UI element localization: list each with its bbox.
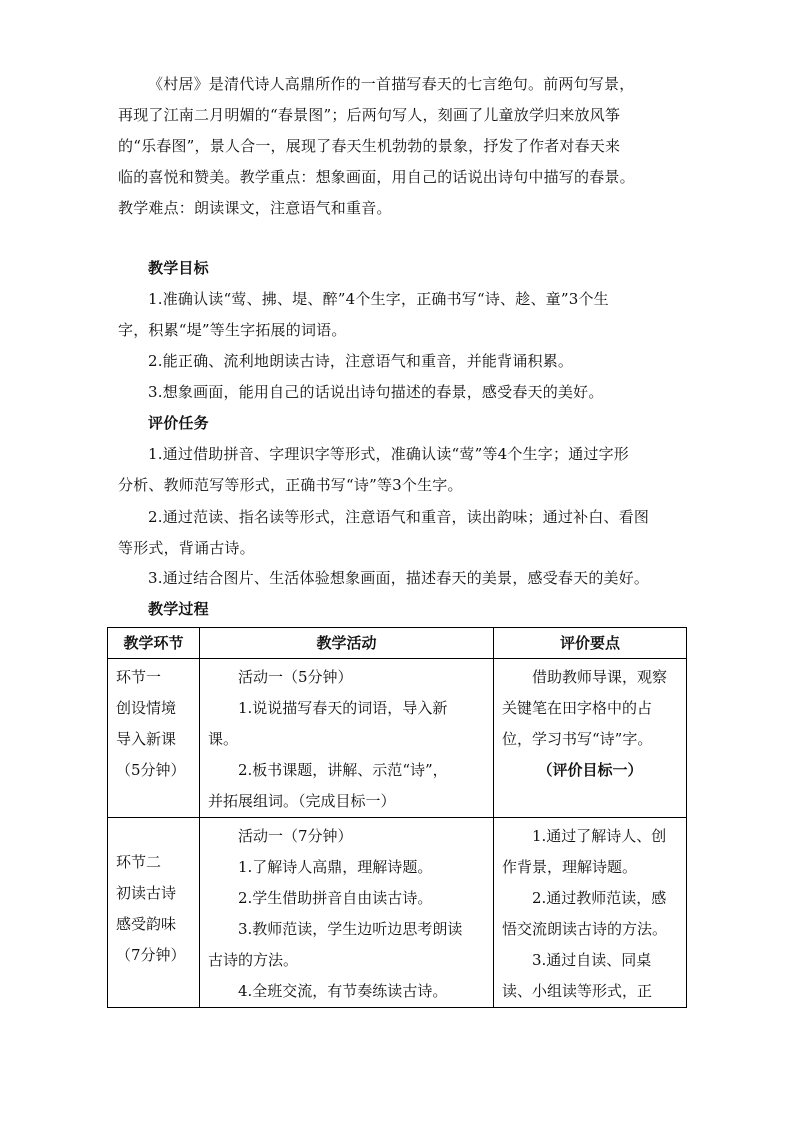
- activity-text: 3.教师范读，学生边听边思考朗读: [238, 920, 463, 938]
- eval-text: 读、小组读等形式，正: [502, 982, 653, 1000]
- activity-cell: [200, 818, 494, 1008]
- task-line: 2.通过范读、指名读等形式，注意语气和重音，读出韵味；通过补白、看图: [148, 508, 650, 526]
- table-row: [108, 818, 687, 1008]
- eval-text: 3.通过自读、同桌: [532, 951, 652, 969]
- task-line: 分析、教师范写等形式，正确书写“诗”等3个生字。: [118, 476, 463, 494]
- eval-text: 1.通过了解诗人、创: [532, 827, 667, 845]
- eval-text: 借助教师导课，观察: [532, 668, 668, 686]
- activity-cell: [200, 659, 494, 818]
- intro-line: 教学难点：朗读课文，注意语气和重音。: [118, 199, 392, 217]
- goal-line: 3.想象画面，能用自己的话说出诗句描述的春景，感受春天的美好。: [148, 383, 604, 401]
- header-activity: 教学活动: [200, 628, 494, 659]
- goal-line: 2.能正确、流利地朗读古诗，注意语气和重音，并能背诵积累。: [148, 352, 574, 370]
- header-stage: 教学环节: [108, 628, 200, 659]
- stage-cell: [108, 818, 200, 1008]
- eval-text: （评价目标一）: [537, 761, 643, 779]
- intro-line: 临的喜悦和赞美。教学重点：想象画面，用自己的话说出诗句中描写的春景。: [118, 168, 635, 186]
- stage-text: 环节二: [116, 852, 162, 871]
- intro-line: 《村居》是清代诗人高鼎所作的一首描写春天的七言绝句。前两句写景，: [148, 75, 635, 93]
- eval-text: 2.通过教师范读，感: [532, 889, 667, 907]
- task-line: 3.通过结合图片、生活体验想象画面，描述春天的美景，感受春天的美好。: [148, 569, 650, 587]
- eval-cell: [494, 818, 687, 1008]
- stage-cell: [108, 659, 200, 818]
- activity-text: 4.全班交流，有节奏练读古诗。: [238, 982, 448, 1000]
- eval-cell: [494, 659, 687, 818]
- goals-heading: 教学目标: [148, 259, 209, 277]
- header-eval: 评价要点: [494, 628, 687, 659]
- eval-text: 位，学习书写“诗”字。: [502, 730, 653, 748]
- stage-text: 环节一: [116, 668, 162, 686]
- stage-text: 导入新课: [116, 730, 177, 748]
- intro-line: 再现了江南二月明媚的“春景图”；后两句写人，刻画了儿童放学归来放风筝: [118, 106, 621, 124]
- task-line: 1.通过借助拼音、字理识字等形式，准确认读“莺”等4个生字；通过字形: [148, 445, 629, 463]
- activity-text: 活动一（7分钟）: [238, 827, 353, 845]
- activity-text: 1.说说描写春天的词语，导入新: [238, 699, 448, 717]
- stage-text: 初读古诗: [116, 883, 177, 902]
- stage-text: 感受韵味: [116, 914, 177, 933]
- stage-text: 创设情境: [116, 699, 177, 717]
- eval-text: 悟交流朗读古诗的方法。: [502, 920, 668, 938]
- intro-line: 的“乐春图”，景人合一，展现了春天生机勃勃的景象，抒发了作者对春天来: [118, 137, 621, 155]
- process-heading: 教学过程: [148, 600, 209, 618]
- activity-text: 2.板书课题，讲解、示范“诗”，: [238, 761, 448, 779]
- table-header-row: [108, 628, 687, 659]
- activity-text: 2.学生借助拼音自由读古诗。: [238, 889, 433, 907]
- activity-text: 1.了解诗人高鼎，理解诗题。: [238, 858, 433, 876]
- eval-text: 作背景，理解诗题。: [502, 858, 638, 876]
- tasks-heading: 评价任务: [148, 414, 209, 432]
- activity-text: 课。: [208, 730, 239, 748]
- table-row: [108, 659, 687, 818]
- activity-text: 并拓展组词。（完成目标一）: [208, 792, 396, 810]
- activity-text: 活动一（5分钟）: [238, 668, 353, 686]
- goal-line: 1.准确认读“莺、拂、堤、醉”4个生字，正确书写“诗、趁、童”3个生: [148, 290, 609, 308]
- stage-text: （5分钟）: [116, 761, 186, 779]
- eval-text: 关键笔在田字格中的占: [502, 699, 653, 717]
- process-table: [107, 627, 687, 1008]
- goal-line: 字，积累“堤”等生字拓展的词语。: [118, 321, 347, 339]
- stage-text: （7分钟）: [116, 945, 186, 964]
- activity-text: 古诗的方法。: [208, 951, 299, 969]
- task-line: 等形式，背诵古诗。: [118, 539, 255, 557]
